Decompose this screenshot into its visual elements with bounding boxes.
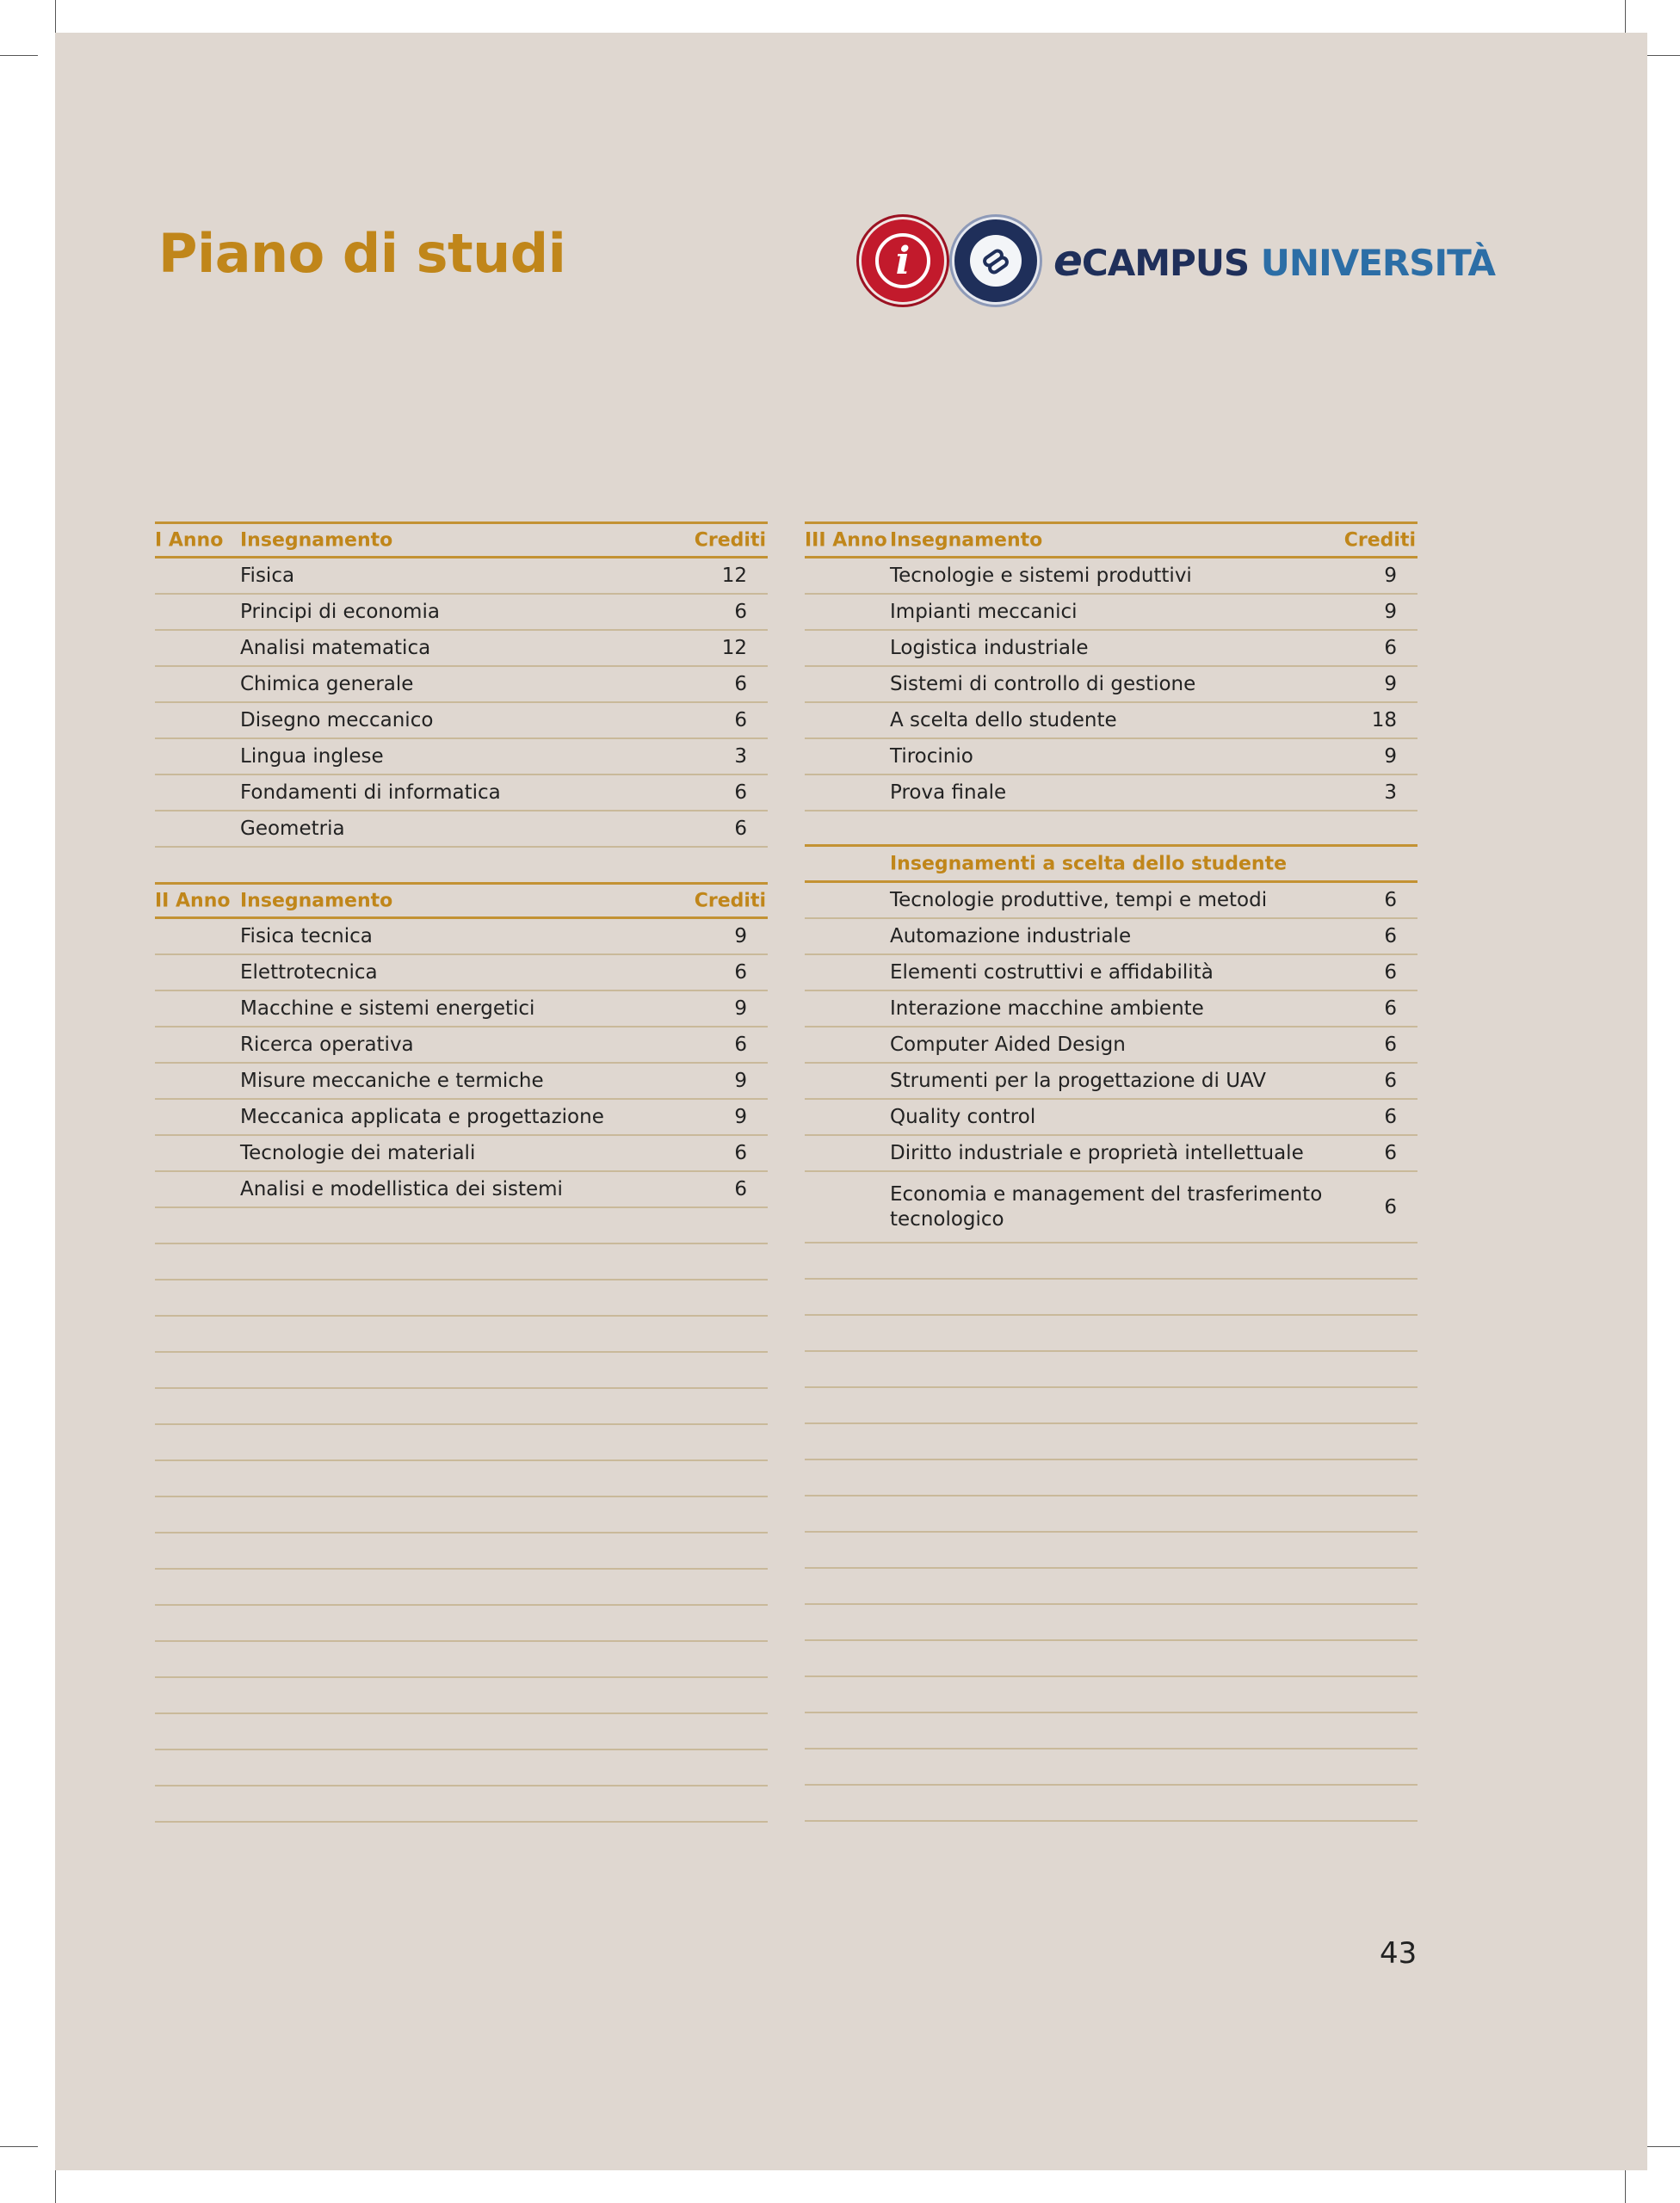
- table-row: Disegno meccanico 6: [155, 703, 768, 739]
- page-title: Piano di studi: [158, 222, 566, 285]
- table-row: Lingua inglese 3: [155, 739, 768, 775]
- blank-row: [155, 1786, 768, 1823]
- blank-row: [155, 1642, 768, 1678]
- blank-row: [805, 1243, 1418, 1280]
- table-row: Sistemi di controllo di gestione 9: [805, 667, 1418, 703]
- table-row: Fisica tecnica 9: [155, 919, 768, 955]
- blank-row: [805, 1496, 1418, 1533]
- left-column: [155, 521, 768, 1823]
- blank-row: [805, 1424, 1418, 1460]
- blank-row: [155, 1533, 768, 1570]
- electives-header: Insegnamenti a scelta dello studente: [805, 847, 1418, 883]
- table-row: Quality control 6: [805, 1100, 1418, 1136]
- table-row: A scelta dello studente 18: [805, 703, 1418, 739]
- blank-row: [155, 1353, 768, 1389]
- blank-row: [155, 1750, 768, 1786]
- year1-header: I Anno Insegnamento Crediti: [155, 521, 768, 558]
- table-row: Fisica 12: [155, 558, 768, 595]
- blank-row: [805, 1280, 1418, 1316]
- blank-row: [805, 1533, 1418, 1569]
- table-row: Principi di economia 6: [155, 595, 768, 631]
- table-row: Elementi costruttivi e affidabilità 6: [805, 955, 1418, 991]
- ecampus-seal-icon: [952, 217, 1040, 305]
- crop-mark: [1642, 2146, 1680, 2147]
- table-row: Impianti meccanici 9: [805, 595, 1418, 631]
- table-row: Geometria 6: [155, 811, 768, 848]
- table-row: Misure meccaniche e termiche 9: [155, 1064, 768, 1100]
- blank-row: [805, 1641, 1418, 1677]
- table-row: Diritto industriale e proprietà intellettuale 6: [805, 1136, 1418, 1172]
- table-row: Computer Aided Design 6: [805, 1027, 1418, 1064]
- table-row: Fondamenti di informatica 6: [155, 775, 768, 811]
- table-row: Elettrotecnica 6: [155, 955, 768, 991]
- table-row: Chimica generale 6: [155, 667, 768, 703]
- year2-header: II Anno Insegnamento Crediti: [155, 882, 768, 919]
- university-logo: [859, 217, 1495, 303]
- table-row: Tecnologie e sistemi produttivi 9: [805, 558, 1418, 595]
- blank-row: [155, 1606, 768, 1642]
- table-row: Analisi matematica 12: [155, 631, 768, 667]
- table-row: Tirocinio 9: [805, 739, 1418, 775]
- blank-row: [155, 1389, 768, 1425]
- table-row: Ricerca operativa 6: [155, 1027, 768, 1064]
- crop-mark: [0, 55, 38, 56]
- blank-row: [805, 1460, 1418, 1496]
- blank-row: [805, 1388, 1418, 1424]
- blank-row: [155, 1714, 768, 1750]
- blank-rows: [805, 1243, 1418, 1822]
- table-row: Analisi e modellistica dei sistemi 6: [155, 1172, 768, 1208]
- spacer-row: [155, 848, 768, 882]
- table-row: Meccanica applicata e progettazione 9: [155, 1100, 768, 1136]
- blank-row: [805, 1786, 1418, 1822]
- blank-row: [805, 1713, 1418, 1749]
- table-row: Tecnologie produttive, tempi e metodi 6: [805, 883, 1418, 919]
- spacer-row: [805, 811, 1418, 847]
- blank-row: [155, 1244, 768, 1280]
- page-number: 43: [1380, 1936, 1418, 1971]
- blank-rows: [155, 1208, 768, 1823]
- blank-row: [155, 1678, 768, 1714]
- table-row: Strumenti per la progettazione di UAV 6: [805, 1064, 1418, 1100]
- blank-row: [155, 1208, 768, 1244]
- crop-mark: [0, 2146, 38, 2147]
- blank-row: [805, 1677, 1418, 1713]
- table-row: Interazione macchine ambiente 6: [805, 991, 1418, 1027]
- blank-row: [155, 1570, 768, 1606]
- blank-row: [805, 1605, 1418, 1641]
- year3-header: III Anno Insegnamento Crediti: [805, 521, 1418, 558]
- table-row: Prova finale 3: [805, 775, 1418, 811]
- table-row: Macchine e sistemi energetici 9: [155, 991, 768, 1027]
- crop-mark: [1642, 55, 1680, 56]
- brand-wordmark: eCAMPUS UNIVERSITÀ: [1053, 236, 1495, 286]
- crop-mark: [55, 0, 56, 33]
- table-row: Tecnologie dei materiali 6: [155, 1136, 768, 1172]
- blank-row: [805, 1749, 1418, 1786]
- crop-mark: [1625, 0, 1626, 33]
- blank-row: [805, 1352, 1418, 1388]
- blank-row: [155, 1425, 768, 1461]
- blank-row: [155, 1497, 768, 1533]
- crop-mark: [55, 2170, 56, 2203]
- table-row: Automazione industriale 6: [805, 919, 1418, 955]
- blank-row: [155, 1317, 768, 1353]
- right-column: [805, 521, 1418, 1822]
- info-seal-icon: i: [859, 217, 947, 305]
- blank-row: [155, 1461, 768, 1497]
- blank-row: [805, 1316, 1418, 1352]
- table-row: Economia e management del trasferimento tecnologico 6: [805, 1172, 1418, 1243]
- blank-row: [805, 1569, 1418, 1605]
- crop-mark: [1625, 2170, 1626, 2203]
- blank-row: [155, 1280, 768, 1317]
- table-row: Logistica industriale 6: [805, 631, 1418, 667]
